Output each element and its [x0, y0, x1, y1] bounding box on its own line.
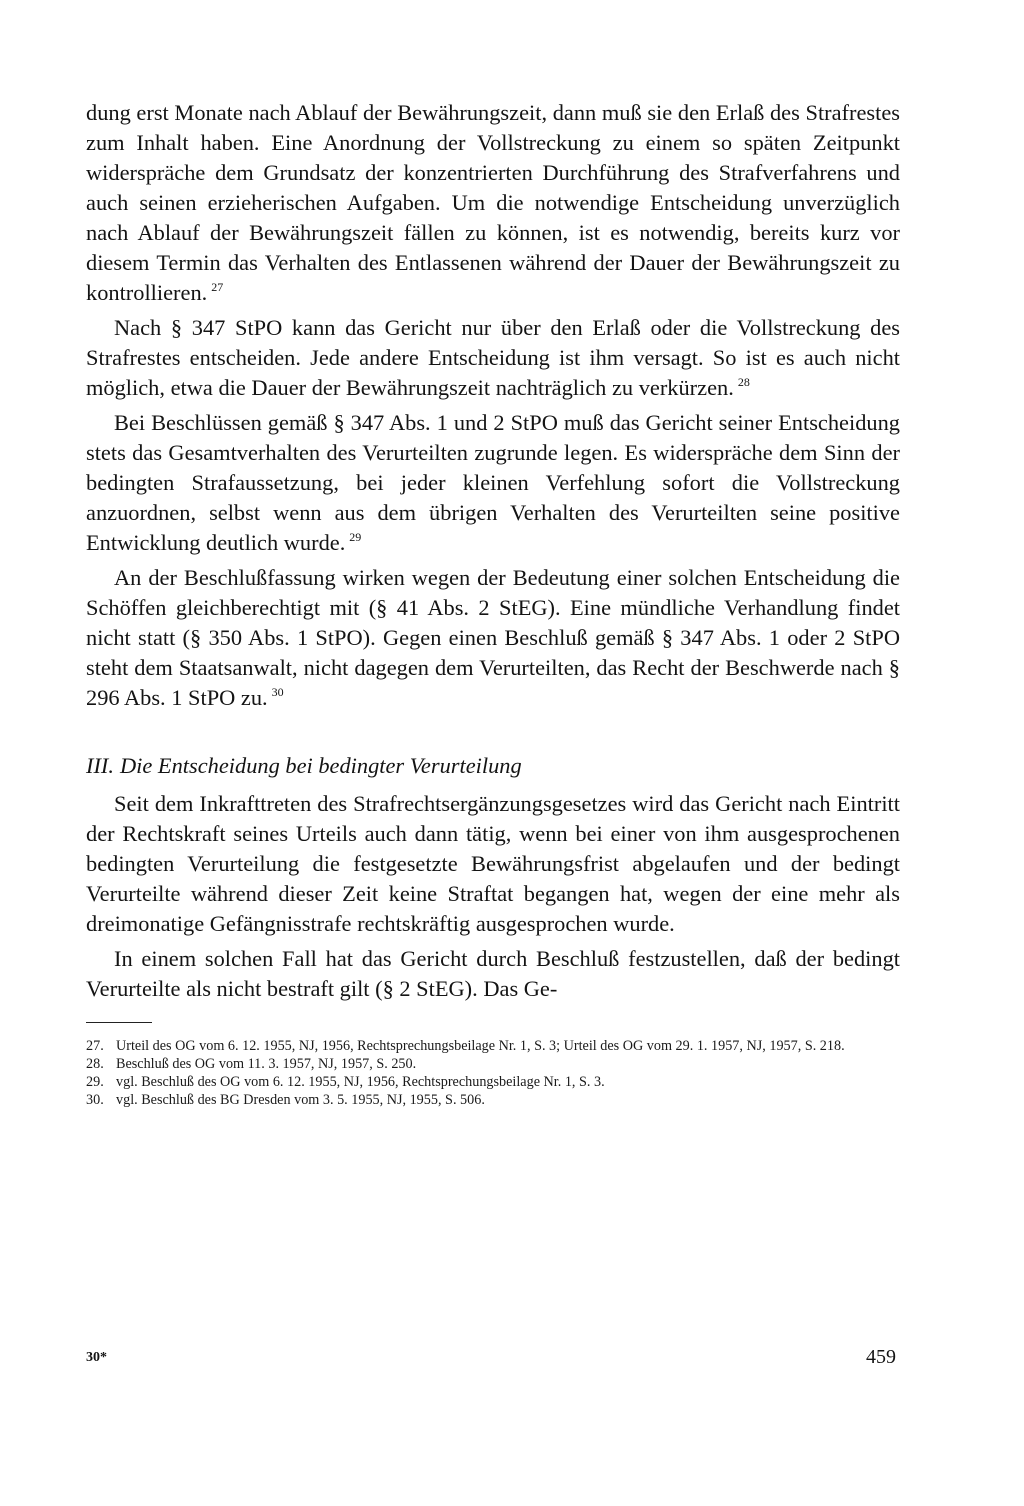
section-paragraph-1: Seit dem Inkrafttreten des Strafrechtsergänzungsgesetzes wird das Gericht nach Eintritt der Rechtskraft seines Urteils auch dann tätig, wenn bei einer von ihm ausgesprochenen bedingten Verurteilung die festgesetzte Bewährungsfrist abgelaufen und der bedingt Verurteilte während dieser Zeit keine Straftat begangen hat, wegen der eine mehr als dreimonatige Gefängnisstrafe rechtskräftig ausgesprochen wurde. [86, 791, 900, 936]
paragraph-1 [86, 98, 900, 308]
footnote-number: 27. [86, 1038, 104, 1054]
footnote-text: vgl. Beschluß des BG Dresden vom 3. 5. 1955, NJ, 1955, S. 506. [116, 1092, 485, 1108]
footnote-number: 29. [86, 1074, 104, 1090]
footnote-30 [86, 1091, 900, 1109]
footnote-text: vgl. Beschluß des OG vom 6. 12. 1955, NJ, 1956, Rechtsprechungsbeilage Nr. 1, S. 3. [116, 1074, 605, 1090]
main-text [86, 98, 900, 713]
section-numeral: III. [86, 753, 114, 778]
book-page [86, 98, 900, 1398]
section-heading [86, 751, 900, 781]
printer-signature: 30* [86, 1350, 107, 1365]
footnote-number: 30. [86, 1092, 104, 1108]
footnote-ref-27[interactable]: 27 [211, 280, 224, 294]
page-number: 459 [866, 1346, 896, 1368]
paragraph-4 [86, 563, 900, 713]
paragraph-1-text: dung erst Monate nach Ablauf der Bewährungszeit, dann muß sie den Erlaß des Strafrestes zum Inhalt haben. Eine Anordnung der Vollstreckung zu einem so späten Zeitpunkt widerspräche dem Grundsatz der konzentrierten Durchführung des Strafverfahrens und auch seinen erzieherischen Aufgaben. Um die notwendige Entscheidung unverzüglich nach Ablauf der Bewährungszeit fällen zu können, ist es notwendig, bereits kurz vor diesem Termin das Verhalten des Entlassenen während der Dauer der Bewährungszeit zu kontrollieren. [86, 100, 900, 305]
footnote-28 [86, 1055, 900, 1073]
paragraph-3-text: Bei Beschlüssen gemäß § 347 Abs. 1 und 2 StPO muß das Gericht seiner Entscheidung stets das Gesamtverhalten des Verurteilten zugrunde legen. Es widerspräche dem Sinn der bedingten Strafaussetzung, bei jeder kleinen Verfehlung sofort die Vollstreckung anzuordnen, selbst wenn aus dem übrigen Verhalten des Verurteilten seine positive Entwicklung deutlich wurde. [86, 410, 900, 555]
paragraph-4-text: An der Beschlußfassung wirken wegen der Bedeutung einer solchen Entscheidung die Schöffen gleichberechtigt mit (§ 41 Abs. 2 StEG). Eine mündliche Verhandlung findet nicht statt (§ 350 Abs. 1 StPO). Gegen einen Beschluß gemäß § 347 Abs. 1 oder 2 StPO steht dem Staatsanwalt, nicht dagegen dem Verurteilten, das Recht der Beschwerde nach § 296 Abs. 1 StPO zu. [86, 565, 900, 710]
paragraph-2 [86, 313, 900, 403]
section-text [86, 789, 900, 1004]
footnote-text: Urteil des OG vom 6. 12. 1955, NJ, 1956, Rechtsprechungsbeilage Nr. 1, S. 3; Urteil des OG vom 29. 1. 1957, NJ, 1957, S. 218. [116, 1038, 845, 1054]
footnote-ref-29[interactable]: 29 [349, 530, 362, 544]
section-paragraph-2: In einem solchen Fall hat das Gericht durch Beschluß festzustellen, daß der bedingt Verurteilte als nicht bestraft gilt (§ 2 StEG). Das Ge- [86, 946, 900, 1001]
paragraph-3 [86, 408, 900, 558]
footnote-29 [86, 1073, 900, 1091]
footnote-27 [86, 1037, 900, 1055]
section-title: Die Entscheidung bei bedingter Verurteilung [119, 753, 522, 778]
footnote-ref-28[interactable]: 28 [737, 375, 750, 389]
footnote-number: 28. [86, 1056, 104, 1072]
page-footer [86, 1346, 896, 1376]
footnote-divider [86, 1022, 152, 1023]
footnote-text: Beschluß des OG vom 11. 3. 1957, NJ, 1957, S. 250. [116, 1056, 417, 1072]
footnote-ref-30[interactable]: 30 [271, 685, 284, 699]
footnotes [86, 1037, 900, 1109]
paragraph-2-text: Nach § 347 StPO kann das Gericht nur über den Erlaß oder die Vollstreckung des Strafrestes entscheiden. Jede andere Entscheidung ist ihm versagt. So ist es auch nicht möglich, etwa die Dauer der Bewährungszeit nachträglich zu verkürzen. [86, 315, 900, 400]
